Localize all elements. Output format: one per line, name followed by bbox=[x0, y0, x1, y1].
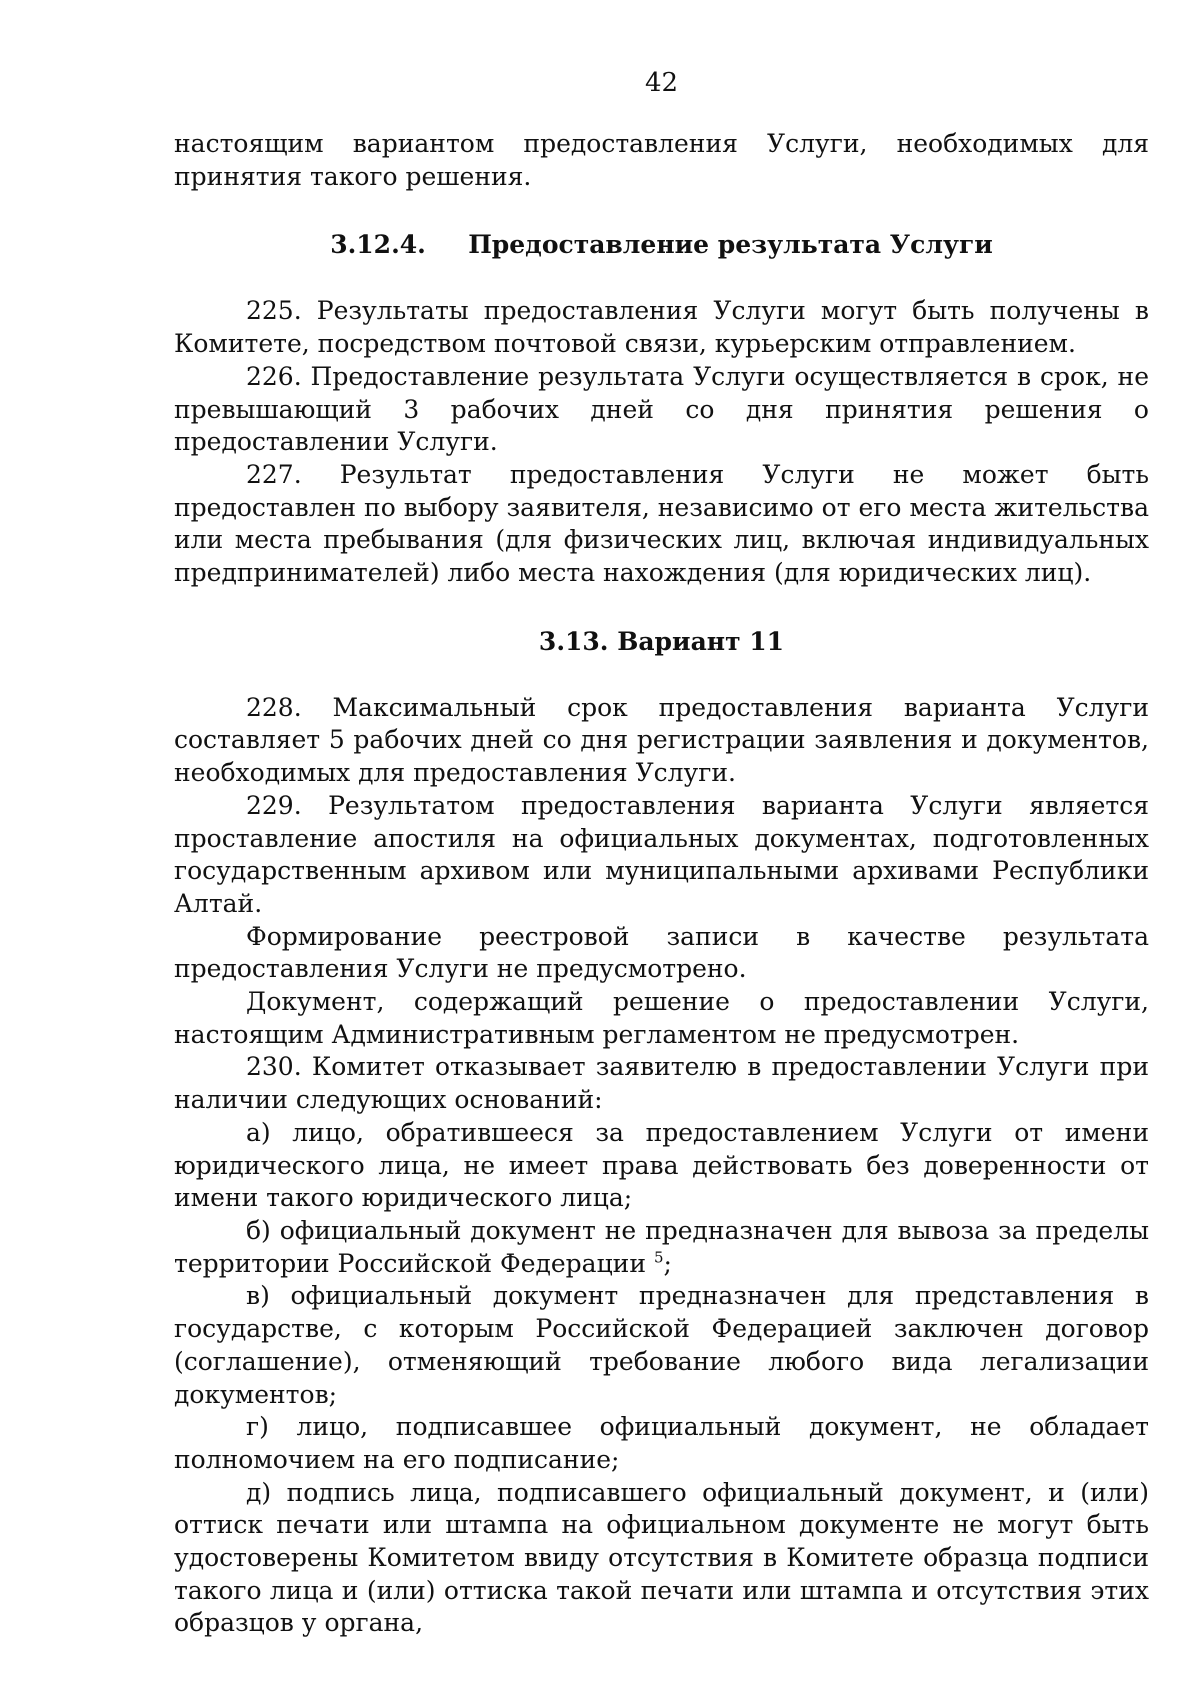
paragraph-226: 226. Предоставление результата Услуги осуществляется в срок, не превышающий 3 рабочих дней со дня принятия решения о предоставлении Услуги. bbox=[174, 361, 1149, 457]
section-title: Предоставление результата Услуги bbox=[468, 230, 993, 260]
paragraph-229: 229. Результатом предоставления варианта Услуги является проставление апостиля на официальных документах, подготовленных государственным архивом или муниципальными архивами Республики Алтай. bbox=[174, 790, 1149, 918]
footnote-marker[interactable]: 5 bbox=[653, 1248, 664, 1267]
list-item-b-end: ; bbox=[663, 1248, 672, 1278]
paragraph-230: 230. Комитет отказывает заявителю в предоставлении Услуги при наличии следующих оснований: bbox=[174, 1052, 1149, 1115]
paragraph-227: 227. Результат предоставления Услуги не может быть предоставлен по выбору заявителя, независимо от его места жительства или места пребывания (для физических лиц, включая индивидуальных предпринимателей) либо места нахождения (для юридических лиц). bbox=[174, 459, 1149, 588]
paragraph-intro: настоящим вариантом предоставления Услуги, необходимых для принятия такого решения. bbox=[174, 129, 1149, 191]
list-item-v: в) официальный документ предназначен для представления в государстве, с которым Российской Федерацией заключен договор (соглашение), отменяющий требование любого вида легализации документов; bbox=[174, 1281, 1149, 1409]
section-number: 3.12.4. bbox=[330, 230, 426, 260]
list-item-d: д) подпись лица, подписавшего официальный документ, и (или) оттиск печати или штампа на официальном документе не могут быть удостоверены Комитетом ввиду отсутствия в Комитете образца подписи такого лица и (или) оттиска такой печати или штампа и отсутствия этих образцов у органа, bbox=[174, 1477, 1149, 1638]
section-heading-3-12-4 bbox=[174, 227, 1149, 263]
list-item-b-text: б) официальный документ не предназначен для вывоза за пределы территории Российской Федерации bbox=[174, 1215, 1149, 1278]
list-item-a: а) лицо, обратившееся за предоставлением Услуги от имени юридического лица, не имеет права действовать без доверенности от имени такого юридического лица; bbox=[174, 1117, 1149, 1213]
paragraph-228: 228. Максимальный срок предоставления варианта Услуги составляет 5 рабочих дней со дня регистрации заявления и документов, необходимых для предоставления Услуги. bbox=[174, 692, 1149, 788]
document-body bbox=[174, 128, 1149, 1640]
list-item-g: г) лицо, подписавшее официальный документ, не обладает полномочием на его подписание; bbox=[174, 1412, 1149, 1474]
list-item-b bbox=[174, 1215, 1149, 1280]
paragraph-225: 225. Результаты предоставления Услуги могут быть получены в Комитете, посредством почтовой связи, курьерским отправлением. bbox=[174, 296, 1149, 359]
page-number: 42 bbox=[644, 68, 679, 98]
paragraph-registry: Формирование реестровой записи в качестве результата предоставления Услуги не предусмотрено. bbox=[174, 921, 1149, 984]
paragraph-document: Документ, содержащий решение о предоставлении Услуги, настоящим Административным регламентом не предусмотрен. bbox=[174, 987, 1149, 1049]
section-heading-3-13: 3.13. Вариант 11 bbox=[538, 626, 785, 656]
